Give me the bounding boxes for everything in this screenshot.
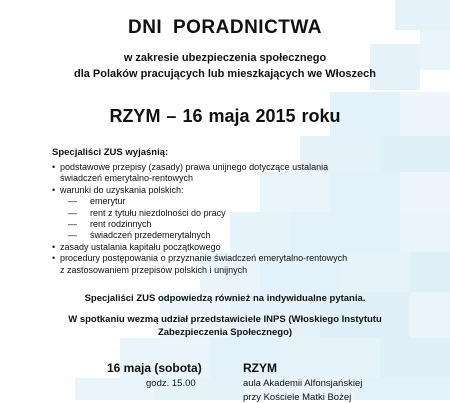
schedule-city: RZYM [243, 361, 277, 375]
topic-item [52, 253, 412, 276]
benefit-type-item: — świadczeń przedemerytalnych [60, 230, 412, 241]
schedule-time: godz. 15.00 [146, 378, 196, 389]
inps-note-line-1: W spotkaniu wezmą udział przedstawiciele INPS (Włoskiego Instytutu [68, 314, 382, 325]
benefit-type-item: — rent rodzinnych [60, 219, 412, 230]
schedule-date: 16 maja (sobota) [107, 361, 202, 375]
individual-questions-note: Specjaliści ZUS odpowiedzą również na indywidualne pytania. [84, 293, 366, 304]
topic-text: • warunki do uzyskania polskich: [60, 184, 184, 195]
topic-text-continued: świadczeń emerytalno-rentowych [60, 173, 194, 184]
topic-item [52, 162, 412, 185]
topic-text: • zasady ustalania kapitału początkowego [60, 241, 221, 252]
topic-item [52, 242, 412, 253]
schedule-venue-line-1: aula Akademii Alfonsjańskiej [243, 378, 363, 389]
topic-text: • podstawowe przepisy (zasady) prawa unijnego dotyczące ustalania [60, 162, 329, 172]
topics-heading: Specjaliści ZUS wyjaśnią: [52, 147, 169, 158]
subtitle-line-1: w zakresie ubezpieczenia społecznego [123, 52, 327, 64]
benefit-type-item: — emerytur [60, 196, 412, 207]
topic-text: • procedury postępowania o przyznanie świadczeń emerytalno-rentowych [60, 253, 348, 264]
event-headline: RZYM – 16 maja 2015 roku [109, 106, 341, 126]
subtitle-line-2: dla Polaków pracujących lub mieszkających we Włoszech [73, 68, 376, 80]
inps-note-line-2: Zabezpieczenia Społecznego) [157, 327, 293, 338]
poster-title: DNI PORADNICTWA [127, 17, 323, 38]
topic-text-continued: z zastosowaniem przepisów polskich i unijnych [60, 264, 248, 275]
schedule-venue-line-2: przy Kościele Matki Bożej [243, 392, 352, 403]
topic-item [52, 185, 412, 242]
benefit-type-item: — rent z tytułu niezdolności do pracy [60, 208, 412, 219]
benefit-types-list [60, 196, 412, 242]
topics-list [52, 162, 412, 276]
